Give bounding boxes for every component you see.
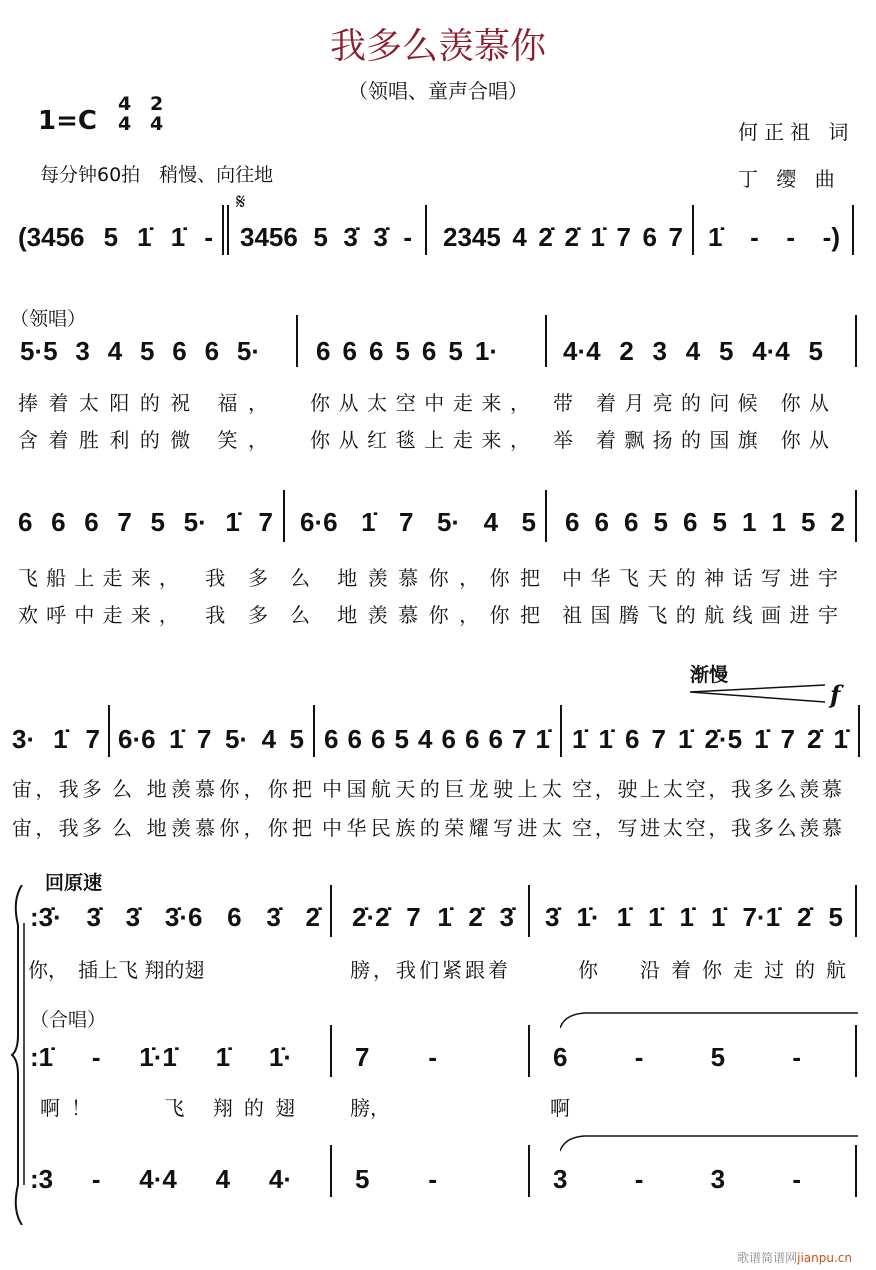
barline xyxy=(855,885,857,937)
barline xyxy=(855,490,857,542)
measure: (3456 5 1̇ 1̇ - xyxy=(18,222,213,252)
measure: 5·5 3 4 5 6 6 5· xyxy=(20,336,260,366)
barline xyxy=(222,205,224,255)
lyric: 欢呼中走来， 我 多 xyxy=(18,603,268,627)
barline xyxy=(545,315,547,367)
measure: 6 6 6 5 6 5 1 1 5 2 xyxy=(565,507,845,537)
lyric: 中国航天的巨龙驶上太 xyxy=(322,777,562,801)
measure: 6 6 6 7 5 5· 1̇ 7 xyxy=(18,507,273,537)
barline xyxy=(858,705,860,757)
lyric: 膀， xyxy=(350,1096,390,1120)
measure: 3· 1̇ 7 xyxy=(12,724,100,754)
lyric: 啊 xyxy=(550,1096,570,1120)
lyric: 么 地羡慕你，你把 xyxy=(112,816,312,840)
barline xyxy=(313,705,315,757)
crescendo-hairpin xyxy=(690,680,830,710)
lyric: 中华民族的荣耀写进太 xyxy=(322,816,562,840)
lyric: 空，写进太空，我多么羡慕 xyxy=(572,816,842,840)
barline xyxy=(528,1145,530,1197)
measure: 4·4 2 3 4 5 4·4 5 xyxy=(563,336,823,366)
lyric: 你从太空中走来， xyxy=(310,391,530,415)
measure: 1̇ - - -) xyxy=(708,222,840,252)
barline xyxy=(692,205,694,255)
lead-label: （领唱） xyxy=(10,308,87,330)
ts-top: 4 xyxy=(118,93,132,115)
measure: 7 - xyxy=(355,1042,437,1072)
measure: 5 - xyxy=(355,1164,437,1194)
barline xyxy=(296,315,298,367)
system-brace xyxy=(8,885,28,1225)
barline xyxy=(560,705,562,757)
barline xyxy=(330,1025,332,1077)
measure: 6 - 5 - xyxy=(553,1042,801,1072)
barline xyxy=(852,205,854,255)
barline xyxy=(528,1025,530,1077)
subtitle: （领唱、童声合唱） xyxy=(348,79,528,103)
barline xyxy=(283,490,285,542)
measure: 3456 5 3̇ 3̇ - xyxy=(240,222,412,252)
lyricist: 何正祖 词 xyxy=(738,120,855,144)
tie-arc xyxy=(560,1133,860,1153)
barline xyxy=(108,705,110,757)
lyric: 带 着月亮的问候 你从 xyxy=(553,391,829,415)
a-tempo-label: 回原速 xyxy=(45,872,103,894)
forte-dynamic: f xyxy=(830,680,841,709)
watermark-url: jianpu.cn xyxy=(797,1251,852,1265)
measure: 1̇ 1̇ 6 7 1̇ 2̇·5 1̇ 7 2̇ 1̇ xyxy=(572,724,848,754)
lyric: 飞船上走来， 我 多 xyxy=(18,566,268,590)
tempo-marking: 每分钟60拍 稍慢、向往地 xyxy=(40,164,274,186)
segno-sign: 𝄋 xyxy=(236,190,246,215)
key-signature: 1=C xyxy=(38,106,97,136)
measure: 6 6 6 5 6 5 1· xyxy=(316,336,498,366)
watermark xyxy=(737,1249,852,1266)
barline xyxy=(425,205,427,255)
barline xyxy=(528,885,530,937)
lyric: 你 沿着你走过的航 xyxy=(578,958,846,982)
measure: 6·6 1̇ 7 5· 4 5 xyxy=(300,507,536,537)
ts-bottom: 4 xyxy=(118,113,132,135)
lyric: 祖国腾飞的航线画进宇 xyxy=(562,603,838,627)
measure: 6·6 1̇ 7 5· 4 5 xyxy=(118,724,304,754)
lyric: 宙，我多 xyxy=(12,777,102,801)
measure: :3 - 4·4 4 4· xyxy=(30,1164,292,1194)
lyric: 你， 插上飞 翔的翅 xyxy=(28,958,205,982)
lyric: 膀，我们紧跟着 xyxy=(350,958,508,982)
barline xyxy=(227,205,229,255)
time-signature-2-4 xyxy=(150,94,163,134)
lyric: 中华飞天的神话写进宇 xyxy=(562,566,838,590)
barline xyxy=(855,1145,857,1197)
measure: 3 - 3 - xyxy=(553,1164,801,1194)
lyric: 么 地羡慕你，你把 xyxy=(112,777,312,801)
measure: :3̇· 3̇ 3̇ 3̇·6 6 3̇ 2̇ xyxy=(30,902,320,932)
barline xyxy=(330,1145,332,1197)
lyric: 么 地羡慕你，你把 xyxy=(290,603,540,627)
watermark-site: 歌谱简谱网 xyxy=(737,1251,798,1265)
lyric: 么 地羡慕你，你把 xyxy=(290,566,540,590)
ts-bottom: 4 xyxy=(150,113,164,135)
measure: 6 6 6 5 4 6 6 6 7 1̇ xyxy=(324,724,550,754)
chorus-label: （合唱） xyxy=(30,1009,107,1031)
composer: 丁 缨 曲 xyxy=(738,167,841,191)
lyric: 含着胜利的微 笑， xyxy=(18,428,268,452)
ritardando-label: 渐慢 xyxy=(690,664,729,686)
lyric: 捧着太阳的祝 福， xyxy=(18,391,268,415)
ts-top: 2 xyxy=(150,93,164,115)
lyric: 空，驶上太空，我多么羡慕 xyxy=(572,777,842,801)
song-title: 我多么羡慕你 xyxy=(329,26,546,67)
barline xyxy=(855,1025,857,1077)
measure: 2345 4 2̇ 2̇ 1̇ 7 6 7 xyxy=(443,222,683,252)
lyric: 你从红毯上走来， xyxy=(310,428,530,452)
measure: 3̇ 1̇· 1̇ 1̇ 1̇ 1̇ 7·1̇ 2̇ 5 xyxy=(545,902,843,932)
barline xyxy=(855,315,857,367)
barline xyxy=(545,490,547,542)
lyric: 举 着飘扬的国旗 你从 xyxy=(553,428,829,452)
time-signature-4-4 xyxy=(118,94,131,134)
measure: 2̇·2̇ 7 1̇ 2̇ 3̇ xyxy=(352,902,514,932)
lyric: 啊！ 飞 翔的翅 xyxy=(40,1096,295,1120)
lyric: 宙，我多 xyxy=(12,816,102,840)
measure: :1̇ - 1̇·1̇ 1̇ 1̇· xyxy=(30,1042,292,1072)
tie-arc xyxy=(560,1010,860,1030)
barline xyxy=(330,885,332,937)
